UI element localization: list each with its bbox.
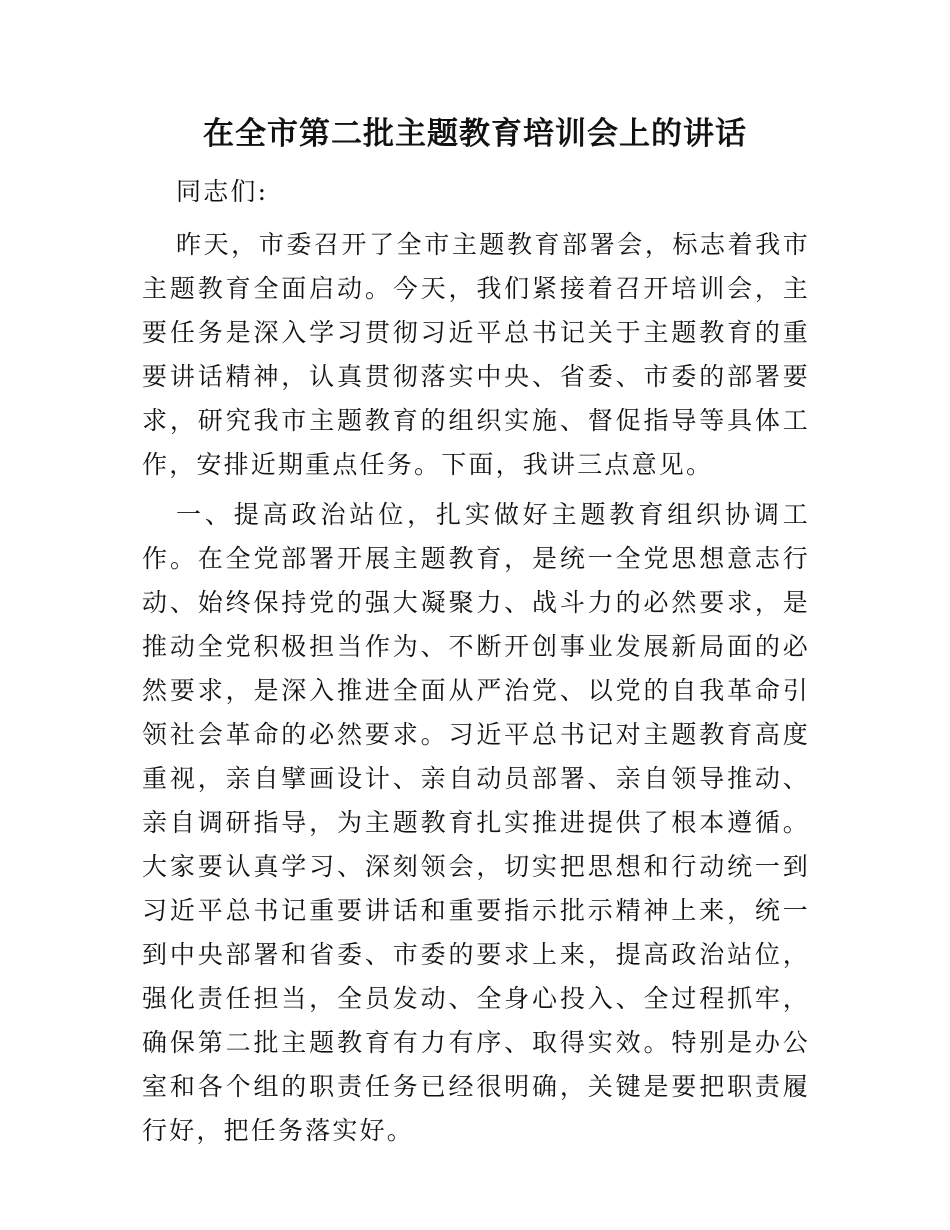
paragraph-point-one: 一、提高政治站位，扎实做好主题教育组织协调工作。在全党部署开展主题教育，是统一全党思想意志行动、始终保持党的强大凝聚力、战斗力的必然要求，是推动全党积极担当作为、不断开创事业发展新局面的必然要求，是深入推进全面从严治党、以党的自我革命引领社会革命的必然要求。习近平总书记对主题教育高度重视，亲自擘画设计、亲自动员部署、亲自领导推动、亲自调研指导，为主题教育扎实推进提供了根本遵循。大家要认真学习、深刻领会，切实把思想和行动统一到习近平总书记重要讲话和重要指示批示精神上来，统一到中央部署和省委、市委的要求上来，提高政治站位，强化责任担当，全员发动、全身心投入、全过程抓牢，确保第二批主题教育有力有序、取得实效。特别是办公室和各个组的职责任务已经很明确，关键是要把职责履行好，把任务落实好。 [142,500,810,1145]
paragraph-opening: 昨天，市委召开了全市主题教育部署会，标志着我市主题教育全面启动。今天，我们紧接着召开培训会，主要任务是深入学习贯彻习近平总书记关于主题教育的重要讲话精神，认真贯彻落实中央、省委、市委的部署要求，研究我市主题教育的组织实施、督促指导等具体工作，安排近期重点任务。下面，我讲三点意见。 [142,230,810,479]
document-title: 在全市第二批主题教育培训会上的讲话 [203,116,747,152]
salutation: 同志们: [176,177,269,206]
